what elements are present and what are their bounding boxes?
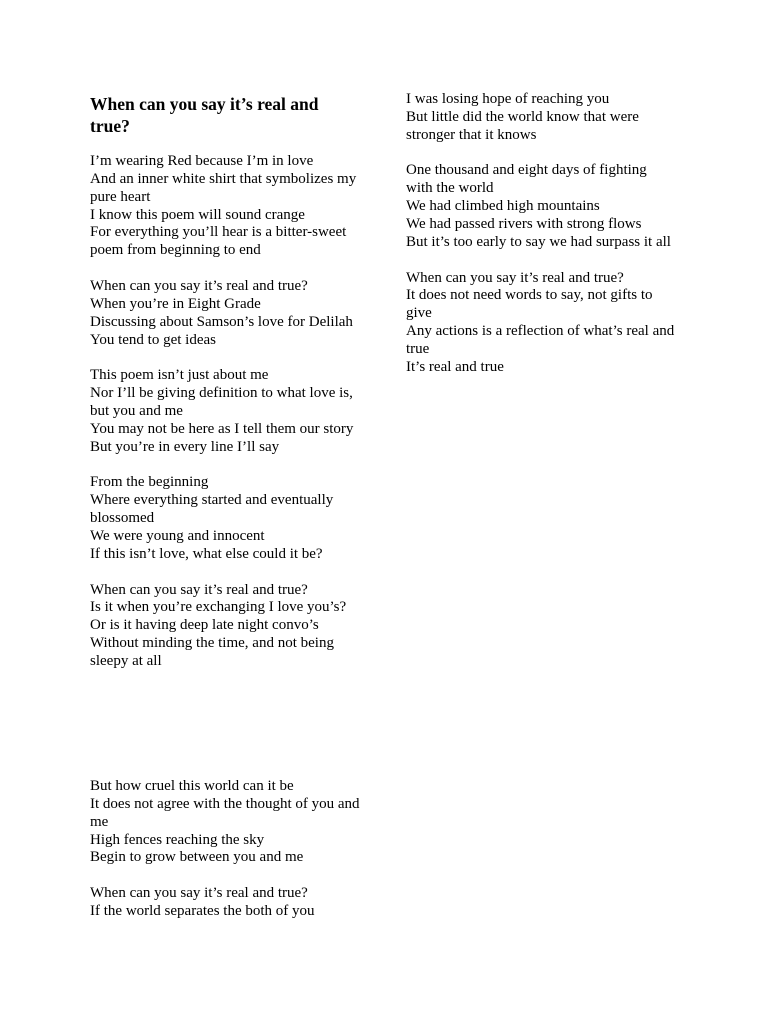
left-column-upper — [90, 153, 356, 689]
stanza — [90, 474, 356, 563]
poem-line: Begin to grow between you and me — [90, 849, 304, 866]
stanza — [90, 278, 356, 349]
poem-line: And an inner white shirt that symbolizes my — [90, 170, 357, 187]
stanza — [406, 91, 674, 145]
poem-line: You may not be here as I tell them our story — [90, 420, 354, 437]
poem-line: poem from beginning to end — [90, 242, 261, 259]
poem-line: One thousand and eight days of fighting — [406, 162, 647, 179]
stanza — [406, 270, 674, 377]
stanza — [90, 885, 360, 921]
poem-line: I’m wearing Red because I’m in love — [90, 153, 314, 169]
poem-line: It does not agree with the thought of you and — [90, 795, 360, 812]
poem-line: But little did the world know that were — [406, 108, 639, 125]
poem-line: If this isn’t love, what else could it be? — [90, 545, 323, 562]
poem-title: When can you say it’s real and true? — [90, 94, 319, 136]
poem-line: me — [90, 813, 109, 830]
poem-line: sleepy at all — [90, 653, 162, 670]
stanza — [90, 153, 356, 260]
poem-line: Where everything started and eventually — [90, 492, 334, 509]
poem-line: High fences reaching the sky — [90, 831, 265, 848]
stanza — [90, 582, 356, 671]
poem-line: It does not need words to say, not gifts to — [406, 287, 653, 304]
poem-line: stronger that it knows — [406, 126, 537, 143]
poem-line: with the world — [406, 180, 494, 197]
right-column — [406, 91, 674, 395]
stanza — [90, 778, 360, 867]
poem-line: If the world separates the both of you — [90, 903, 315, 920]
poem-line: but you and me — [90, 403, 183, 420]
poem-line: true — [406, 341, 430, 358]
poem-line: We had climbed high mountains — [406, 198, 600, 215]
poem-line: This poem isn’t just about me — [90, 367, 269, 384]
poem-line: But how cruel this world can it be — [90, 778, 294, 794]
poem-line: You tend to get ideas — [90, 331, 216, 348]
poem-line: For everything you’ll hear is a bitter-sweet — [90, 224, 347, 241]
poem-line: Is it when you’re exchanging I love you’s? — [90, 599, 347, 616]
poem-line: When can you say it’s real and true? — [406, 269, 624, 286]
stanza — [406, 162, 674, 251]
poem-line: We had passed rivers with strong flows — [406, 216, 642, 233]
poem-line: It’s real and true — [406, 358, 504, 375]
poem-line: When can you say it’s real and true? — [90, 581, 308, 598]
poem-line: But you’re in every line I’ll say — [90, 438, 280, 455]
poem-line: Any actions is a reflection of what’s real and — [406, 323, 675, 340]
poem-line: When can you say it’s real and true? — [90, 278, 308, 295]
poem-line: But it’s too early to say we had surpass it all — [406, 233, 671, 250]
poem-line: When can you say it’s real and true? — [90, 885, 308, 902]
poem-line: From the beginning — [90, 474, 209, 491]
poem-line: pure heart — [90, 188, 151, 205]
poem-line: Nor I’ll be giving definition to what love is, — [90, 385, 353, 402]
left-column-lower — [90, 778, 360, 939]
poem-line: I know this poem will sound crange — [90, 206, 305, 223]
poem-line: I was losing hope of reaching you — [406, 91, 610, 107]
poem-line: Without minding the time, and not being — [90, 635, 334, 652]
poem-line: Or is it having deep late night convo’s — [90, 617, 319, 634]
poem-line: We were young and innocent — [90, 528, 265, 545]
poem-line: give — [406, 305, 432, 322]
poem-line: When you’re in Eight Grade — [90, 295, 261, 312]
stanza — [90, 367, 356, 456]
poem-line: blossomed — [90, 510, 155, 527]
poem-line: Discussing about Samson’s love for Delilah — [90, 313, 353, 330]
